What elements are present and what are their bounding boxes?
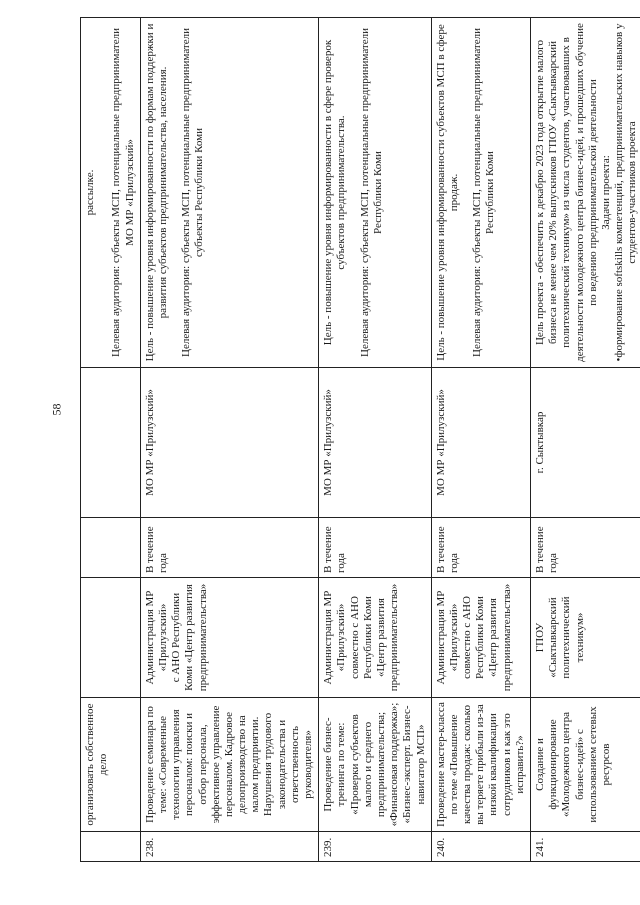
organizer: ГПОУ «Сыктывкарский политехнический техникум» — [531, 578, 640, 698]
organizer: Администрация МР «Прилузский» с АНО Республики Коми «Центр развития предпринимательства» — [140, 578, 318, 698]
organizer: Администрация МР «Прилузский» совместно с АНО Республики Коми «Центр развития предпринимательства» — [431, 578, 530, 698]
event-place: г. Сыктывкар — [531, 368, 640, 518]
event-date: В течение года — [319, 518, 432, 578]
event-place: МО МР «Прилузский» — [431, 368, 530, 518]
description-cell: рассылке. Целевая аудитория: субъекты МСП, потенциальные предприниматели МО МР «Прилузский» — [81, 18, 141, 368]
event-audience: Целевая аудитория: субъекты МСП, потенциальные предприниматели Республики Коми — [471, 28, 497, 357]
table-row — [319, 18, 432, 862]
event-description — [319, 18, 432, 368]
event-goal: Цель - повышение уровня информированности субъектов МСП в сфере продаж. — [434, 24, 460, 361]
event-goal: Цель проекта - обеспечить к декабрю 2023 года открытие малого бизнеса не менее чем 20% выпускников ГПОУ «Сыктывкарский политехнический техникум» из числа студентов, участвовавших в деятельности молодежного центра бизнес-идей, и прошедших обучение по ведению предпринимательской деятельности Задачи проекта: •формирование softskills компетенций, предпринимательских навыков у студентов-участников проекта — [534, 23, 639, 362]
page-number: 58 — [49, 403, 64, 416]
rotated-table-wrapper — [80, 18, 639, 862]
event-date: В течение года — [431, 518, 530, 578]
event-title: Проведение бизнес-тренинга по теме: «Проверки субъектов малого и среднего предпринимательства; «Финансовая поддержка»; «Бизнес-эксперт. Бизнес-навигатор МСП» — [319, 698, 432, 832]
event-description — [531, 18, 640, 368]
date-cell — [81, 518, 141, 578]
organizer: Администрация МР «Прилузский» совместно с АНО Республики Коми «Центр развития предпринимательства» — [319, 578, 432, 698]
event-audience: Целевая аудитория: субъекты МСП, потенциальные предприниматели субъекты Республики Коми — [180, 28, 206, 357]
event-description — [140, 18, 318, 368]
event-goal: Цель - повышение уровня информированности в сфере проверок субъектов предпринимательства. — [322, 39, 348, 346]
event-date: В течение года — [140, 518, 318, 578]
event-goal: Цель - повышение уровня информированности по формам поддержки и развития субъектов предпринимательства, населения. — [143, 23, 169, 362]
row-number-cell — [81, 832, 141, 862]
table-row — [140, 18, 318, 862]
organizer-cell — [81, 578, 141, 698]
row-number: 240. — [431, 832, 530, 862]
event-title-cell: организовать собственное дело — [81, 698, 141, 832]
event-title: Проведение мастер-класса по теме «Повышение качества продаж: сколько вы теряете прибыли из-за низкой квалификации сотрудников и как это исправить?» — [431, 698, 530, 832]
event-description — [431, 18, 530, 368]
table-row-continuation — [81, 18, 141, 862]
event-date: В течение года — [531, 518, 640, 578]
event-title: Создание и функционирование «Молодежного центра бизнес-идей» с использованием сетевых ресурсов — [531, 698, 640, 832]
place-cell — [81, 368, 141, 518]
event-place: МО МР «Прилузский» — [140, 368, 318, 518]
row-number: 239. — [319, 832, 432, 862]
event-audience: Целевая аудитория: субъекты МСП, потенциальные предприниматели Республики Коми — [358, 28, 384, 357]
event-title: Проведение семинара по теме: «Современные технологии управления персоналом: поиски и отбор персонала, эффективное управление персоналом. Кадровое делопроизводство на малом предприятии. Нарушения трудового законодательства и ответственность руководителя» — [140, 698, 318, 832]
event-place: МО МР «Прилузский» — [319, 368, 432, 518]
events-table — [80, 17, 640, 862]
row-number: 241. — [531, 832, 640, 862]
table-row — [531, 18, 640, 862]
table-row — [431, 18, 530, 862]
row-number: 238. — [140, 832, 318, 862]
